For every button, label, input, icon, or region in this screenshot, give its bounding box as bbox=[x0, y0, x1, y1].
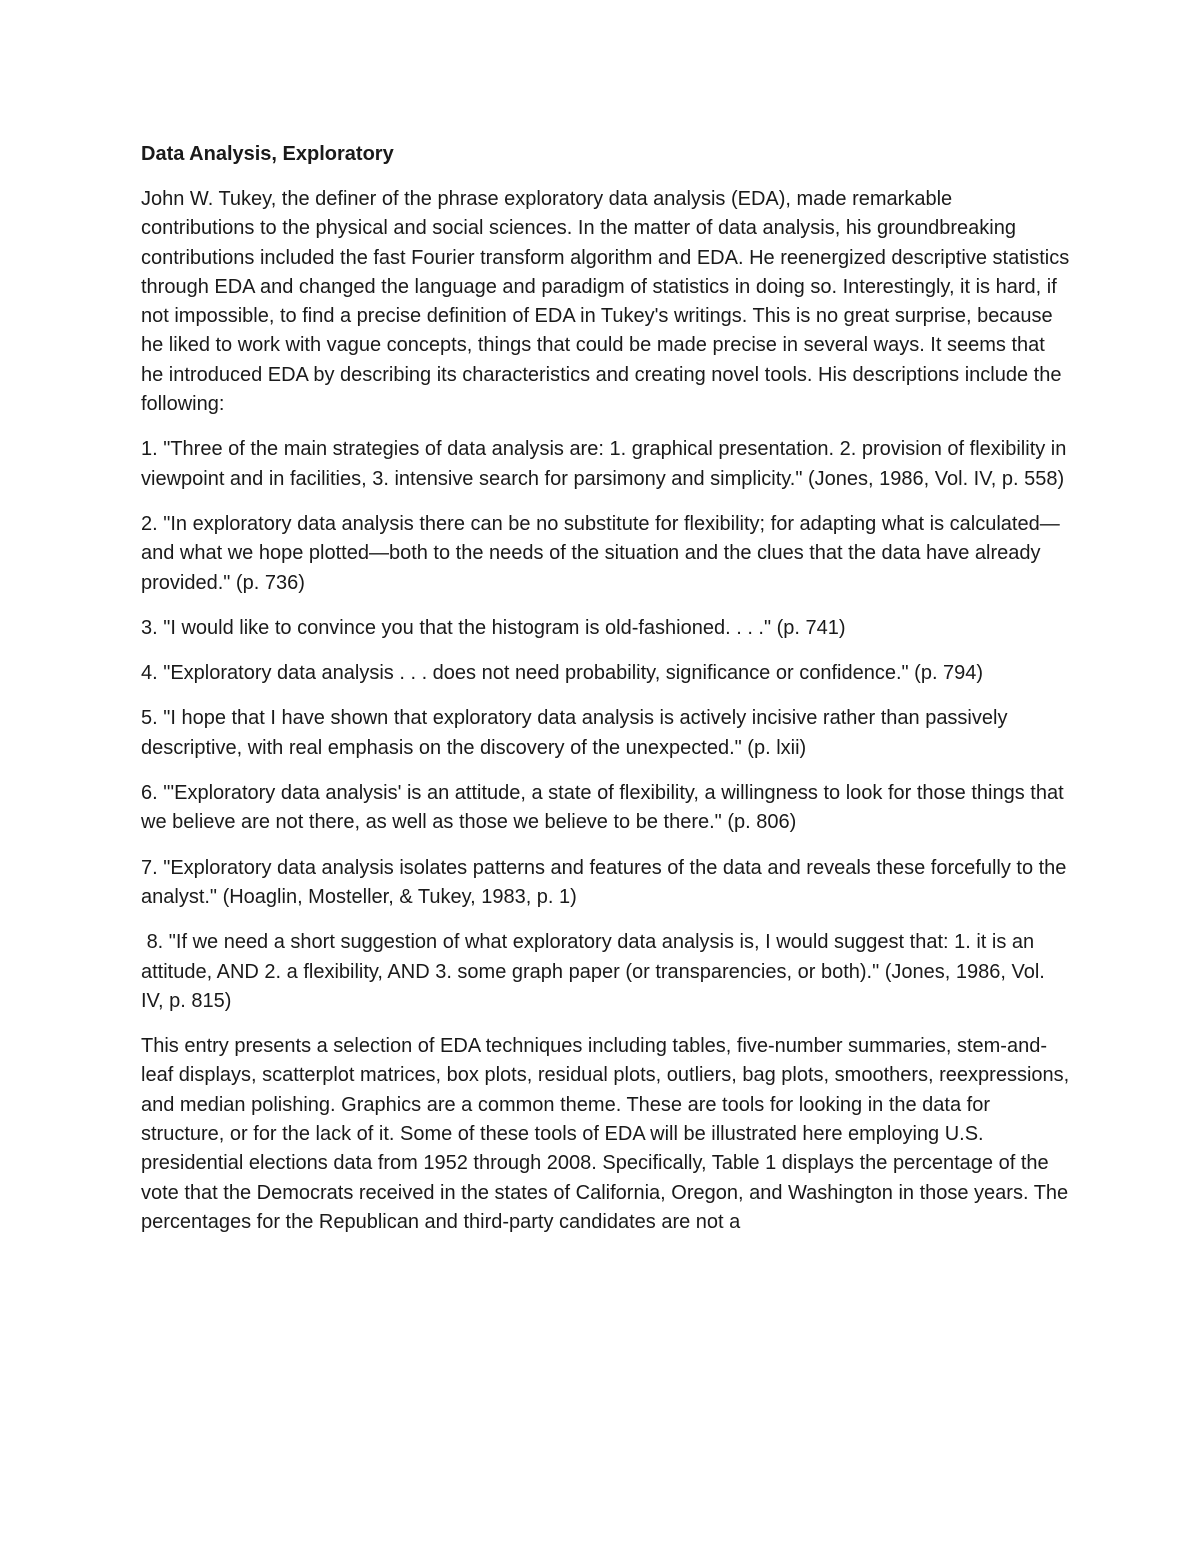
closing-paragraph: This entry presents a selection of EDA techniques including tables, five-number summaries, stem-and-leaf displays, scatterplot matrices, box plots, residual plots, outliers, bag plots, smoothers, reexpressions, and median polishing. Graphics are a common theme. These are tools for looking in the data for structure, or for the lack of it. Some of these tools of EDA will be illustrated here employing U.S. presidential elections data from 1952 through 2008. Specifically, Table 1 displays the percentage of the vote that the Democrats received in the states of California, Oregon, and Washington in those years. The percentages for the Republican and third-party candidates are not a bbox=[141, 1035, 1070, 1233]
quote-6: 6. "'Exploratory data analysis' is an attitude, a state of flexibility, a willingness to look for those things that we believe are not there, as well as those we believe to be there." (p. 806) bbox=[141, 782, 1064, 834]
quote-3: 3. "I would like to convince you that the histogram is old-fashioned. . . ." (p. 741) bbox=[141, 616, 846, 639]
quote-7: 7. "Exploratory data analysis isolates patterns and features of the data and reveals these forcefully to the analyst." (Hoaglin, Mosteller, & Tukey, 1983, p. 1) bbox=[141, 856, 1067, 908]
document-title: Data Analysis, Exploratory bbox=[141, 143, 394, 165]
intro-paragraph: John W. Tukey, the definer of the phrase exploratory data analysis (EDA), made remarkable contributions to the physical and social sciences. In the matter of data analysis, his groundbreaking contributions included the fast Fourier transform algorithm and EDA. He reenergized descriptive statistics through EDA and changed the language and paradigm of statistics in doing so. Interestingly, it is hard, if not impossible, to find a precise definition of EDA in Tukey's writings. This is no great surprise, because he liked to work with vague concepts, things that could be made precise in several ways. It seems that he introduced EDA by describing its characteristics and creating novel tools. His descriptions include the following: bbox=[141, 188, 1070, 416]
quote-2: 2. "In exploratory data analysis there can be no substitute for flexibility; for adapting what is calculated—and what we hope plotted—both to the needs of the situation and the clues that the data have already provided." (p. 736) bbox=[141, 512, 1060, 594]
quote-1: 1. "Three of the main strategies of data analysis are: 1. graphical presentation. 2. provision of flexibility in viewpoint and in facilities, 3. intensive search for parsimony and simplicity." (Jones, 1986, Vol. IV, p. 558) bbox=[141, 438, 1067, 490]
document-page bbox=[141, 140, 1071, 1253]
quote-4: 4. "Exploratory data analysis . . . does not need probability, significance or confidence." (p. 794) bbox=[141, 662, 984, 685]
quote-5: 5. "I hope that I have shown that exploratory data analysis is actively incisive rather than passively descriptive, with real emphasis on the discovery of the unexpected." (p. lxii) bbox=[141, 707, 1008, 759]
quote-8: 8. "If we need a short suggestion of what exploratory data analysis is, I would suggest that: 1. it is an attitude, AND 2. a flexibility, AND 3. some graph paper (or transparencies, or both)." (Jones, 1986, Vol. IV, p. 815) bbox=[141, 931, 1051, 1012]
